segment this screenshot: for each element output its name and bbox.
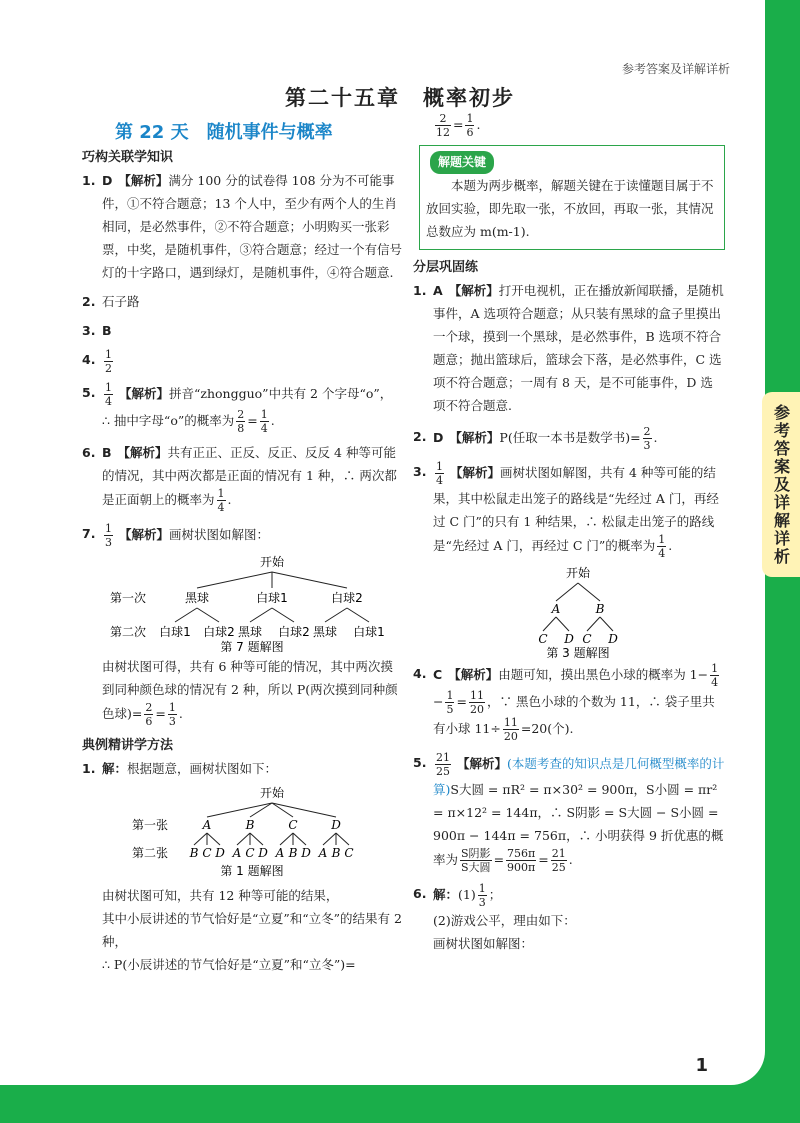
answer-item xyxy=(413,279,725,417)
tree-node: C xyxy=(344,846,354,860)
section-heading: 分层巩固练 xyxy=(413,260,479,275)
key-tip-text: 本题为两步概率，解题关键在于读懂题目属于不放回实验，即先取一张，不放回，再取一张，其情况总数应为 m(m-1). xyxy=(426,178,714,239)
tree-node: A xyxy=(275,846,285,860)
analysis-text: 拼音“zhongguo”中共有 2 个字母“o”， xyxy=(169,386,393,401)
tree-node: B xyxy=(595,602,605,616)
side-tab: 参考答案及详解详析 xyxy=(762,392,800,577)
tree-svg xyxy=(413,563,725,659)
tree-node: A xyxy=(202,818,212,832)
tree-diagram-e1 xyxy=(82,783,402,881)
right-column xyxy=(413,112,725,955)
answer-item: 2. D 【解析】P(任取一本书是数学书)= $\frac{2}{3}$ . xyxy=(413,425,658,452)
chapter-title: 第二十五章 概率初步 xyxy=(285,86,515,110)
answer-item xyxy=(82,290,402,313)
answer-item: 3. $\frac{1}{4}$ 【解析】画树状图如解图，共有 4 种等可能的结果，其中松鼠走出笼子的路线是“先经过 A 门，再经过 C 门”的只有 1 种结果，∴ 松鼠走出笼子的路线是“先经过 A 门，再经过 C 门”的概率为 $\frac{1}{4}$ . xyxy=(413,460,719,560)
item-number: 5. xyxy=(413,755,427,770)
analysis-text: 满分 100 分的试卷得 108 分为不可能事件，①不符合题意；13 个人中，至少有两个人的生肖相同，是必然事件，②不符合题意；小明购买一张彩票，中奖，是随机事件，③符合题意；经过一个有信号灯的十字路口，遇到绿灯，是随机事件，④符合题意. xyxy=(102,173,403,280)
tree-node: C xyxy=(202,846,212,860)
tree-root: 开始 xyxy=(565,566,591,580)
running-header: 参考答案及详解详析 xyxy=(621,62,730,76)
tree-node: D xyxy=(331,818,341,832)
analysis-tag: 【解析】 xyxy=(456,756,507,771)
analysis-tag: 【解析】 xyxy=(449,465,500,480)
tree-row-label: 第一张 xyxy=(132,818,169,832)
tree-diagram-q7 xyxy=(82,552,402,652)
tree-node: 白球1 xyxy=(353,625,385,639)
answer-item: 4. C 【解析】由题可知，摸出黑色小球的概率为 1− $\frac{1}{4}$ − $\frac{1}{5}$ = $\frac{11}{20}$ ，∵ 黑色小球的个数为 11，∴ 袋子里共有小球 11÷ $\frac{11}{20}$ =20(个). xyxy=(413,662,719,743)
tree-node: 白球1 xyxy=(256,591,288,605)
answer-item: 6. B 【解析】共有正正、正反、反正、反反 4 种等可能的情况，其中两次都是正面的情况有 1 种，∴ 两次都是正面朝上的概率为 $\frac{1}{4}$ . xyxy=(82,441,402,514)
tree-caption: 第 3 题解图 xyxy=(546,646,610,659)
answer-item xyxy=(82,522,402,549)
item-number: 1. xyxy=(413,283,427,298)
item-number: 4. xyxy=(413,666,427,681)
analysis-text: ∴ 抽中字母“o”的概率为 xyxy=(102,413,235,428)
tree-node: A xyxy=(318,846,328,860)
fraction: $\frac{1}{4}$ xyxy=(105,381,112,408)
tree-node: B xyxy=(331,846,341,860)
item-number: 3. xyxy=(413,464,427,479)
tree-node: D xyxy=(301,846,311,860)
tree-row-label: 第二张 xyxy=(132,846,169,860)
tree-node: B xyxy=(189,846,199,860)
answer-item xyxy=(82,319,402,342)
day-title: 第 22 天 随机事件与概率 xyxy=(115,122,333,143)
analysis-tag: 【解析】 xyxy=(448,667,499,682)
key-tip-box xyxy=(419,145,725,250)
tree-node: B xyxy=(245,818,255,832)
tree-node: B xyxy=(288,846,298,860)
answer-item xyxy=(82,348,402,375)
item-number: 3. xyxy=(82,323,96,338)
tree-node: 白球1 xyxy=(159,625,191,639)
key-tip-title: 解题关键 xyxy=(430,151,494,174)
tree-node: 黑球 xyxy=(237,625,263,639)
answer-letter: B xyxy=(102,323,112,338)
tree-diagram-r3 xyxy=(413,563,725,659)
tree-node: D xyxy=(608,632,618,646)
section-heading: 巧构关联学知识 xyxy=(82,150,174,165)
tree-svg xyxy=(82,552,402,652)
analysis-text: 画树状图如解图： xyxy=(169,527,270,542)
item-number: 1. xyxy=(82,761,96,776)
item-number: 2. xyxy=(82,294,96,309)
answer-text: 石子路 xyxy=(102,294,140,309)
tree-node: D xyxy=(258,846,268,860)
item-number: 6. xyxy=(82,445,96,460)
tree-node: C xyxy=(538,632,548,646)
item-number: 1. xyxy=(82,173,96,188)
tree-node: C xyxy=(582,632,592,646)
fraction: $\frac{1}{2}$ xyxy=(105,348,112,375)
analysis-text: 打开电视机，正在播放新闻联播，是随机事件，A 选项符合题意；从只装有黑球的盒子里摸出一个球，摸到一个黑球，是必然事件，B 选项不符合题意；抛出篮球后，篮球会下落，是必然事件，C 选项不符合题意；一周有 8 天，是不可能事件，D 选项不符合题意. xyxy=(433,283,724,413)
analysis-tag: 【解析】 xyxy=(118,173,169,188)
answer-letter: D xyxy=(102,173,113,188)
tree-node: D xyxy=(215,846,225,860)
e1-conclusion: 由树状图可知，共有 12 种等可能的结果， 其中小辰讲述的节气恰好是“立夏”和“立冬”的结果有 2 种， ∴ P(小辰讲述的节气恰好是“立夏”和“立冬”)= xyxy=(102,888,402,972)
tree-node: C xyxy=(245,846,255,860)
tree-row-label: 第二次 xyxy=(110,625,147,639)
solution-tag: 解： xyxy=(102,761,128,776)
continued-result: $\frac{2}{12}$ = $\frac{1}{6}$ . xyxy=(436,112,481,139)
item-number: 7. xyxy=(82,526,96,541)
tree-root: 开始 xyxy=(259,786,285,800)
tree-node: D xyxy=(564,632,574,646)
item-number: 5. xyxy=(82,385,96,400)
example-item: 1. 解：根据题意，画树状图如下： xyxy=(82,757,402,780)
analysis-tag: 【解析】 xyxy=(118,386,169,401)
tree-caption: 第 7 题解图 xyxy=(220,640,284,652)
answer-item: 5. $\frac{1}{4}$ 【解析】拼音“zhongguo”中共有 2 个字母“o”， ∴ 抽中字母“o”的概率为 $\frac{2}{8}$ = $\frac{1}{4}$ . xyxy=(82,381,393,435)
knowledge-note: (本题考查的知识点是几何概型概率的计算) xyxy=(433,756,725,797)
answer-item xyxy=(82,169,402,284)
tree-node: C xyxy=(288,818,298,832)
item-number: 6. xyxy=(413,886,427,901)
answer-letter: C xyxy=(433,667,443,682)
tree-node: A xyxy=(232,846,242,860)
tree-root: 开始 xyxy=(259,555,285,569)
section-heading: 典例精讲学方法 xyxy=(82,738,174,753)
analysis-tag: 【解析】 xyxy=(118,527,169,542)
analysis-tag: 【解析】 xyxy=(449,430,500,445)
analysis-text: 共有正正、正反、反正、反反 4 种等可能的情况，其中两次都是正面的情况有 1 种，∴ 两次都是正面朝上的概率为 xyxy=(102,445,397,507)
answer-item: 6. 解：(1) $\frac{1}{3}$ ； (2)游戏公平，理由如下： 画树状图如解图： xyxy=(413,882,576,951)
tree-node: 黑球 xyxy=(184,591,210,605)
solution-tag: 解： xyxy=(433,887,459,902)
tree-node: A xyxy=(551,602,561,616)
tree-node: 白球2 xyxy=(331,591,363,605)
q7-conclusion: 由树状图可得，共有 6 种等可能的情况，其中两次摸到同种颜色球的情况有 2 种，所以 P(两次摸到同种颜色球)= $\frac{2}{6}$ = $\frac{1}{3}$ . xyxy=(102,659,398,728)
tree-node: 白球2 xyxy=(203,625,235,639)
fraction: $\frac{1}{3}$ xyxy=(105,522,112,549)
tree-caption: 第 1 题解图 xyxy=(220,864,284,878)
item-number: 4. xyxy=(82,352,96,367)
analysis-tag: 【解析】 xyxy=(448,283,499,298)
left-column xyxy=(82,142,402,976)
analysis-tag: 【解析】 xyxy=(117,445,168,460)
answer-letter: A xyxy=(433,283,443,298)
answer-letter: D xyxy=(433,430,444,445)
tree-row-label: 第一次 xyxy=(110,591,147,605)
item-number: 2. xyxy=(413,429,427,444)
page-number: 1 xyxy=(695,1055,708,1076)
tree-node: 黑球 xyxy=(312,625,338,639)
tree-node: 白球2 xyxy=(278,625,310,639)
tree-svg xyxy=(82,783,402,881)
answer-letter: B xyxy=(102,445,112,460)
answer-item: 5. $\frac{21}{25}$ 【解析】(本题考查的知识点是几何概型概率的计算)S大圆 = πR² = π×30² = 900π，S小圆 = πr² = π×12² = 144π，∴ S阴影 = S大圆 − S小圆 = 900π − 144π = 756π，∴ 小明获得 9 折优惠的概率为 $\frac{\text{S阴影}}{\text{S大圆}}$ = $\frac{756\pi}{900\pi}$ = $\frac{21}{25}$ . xyxy=(413,751,725,874)
